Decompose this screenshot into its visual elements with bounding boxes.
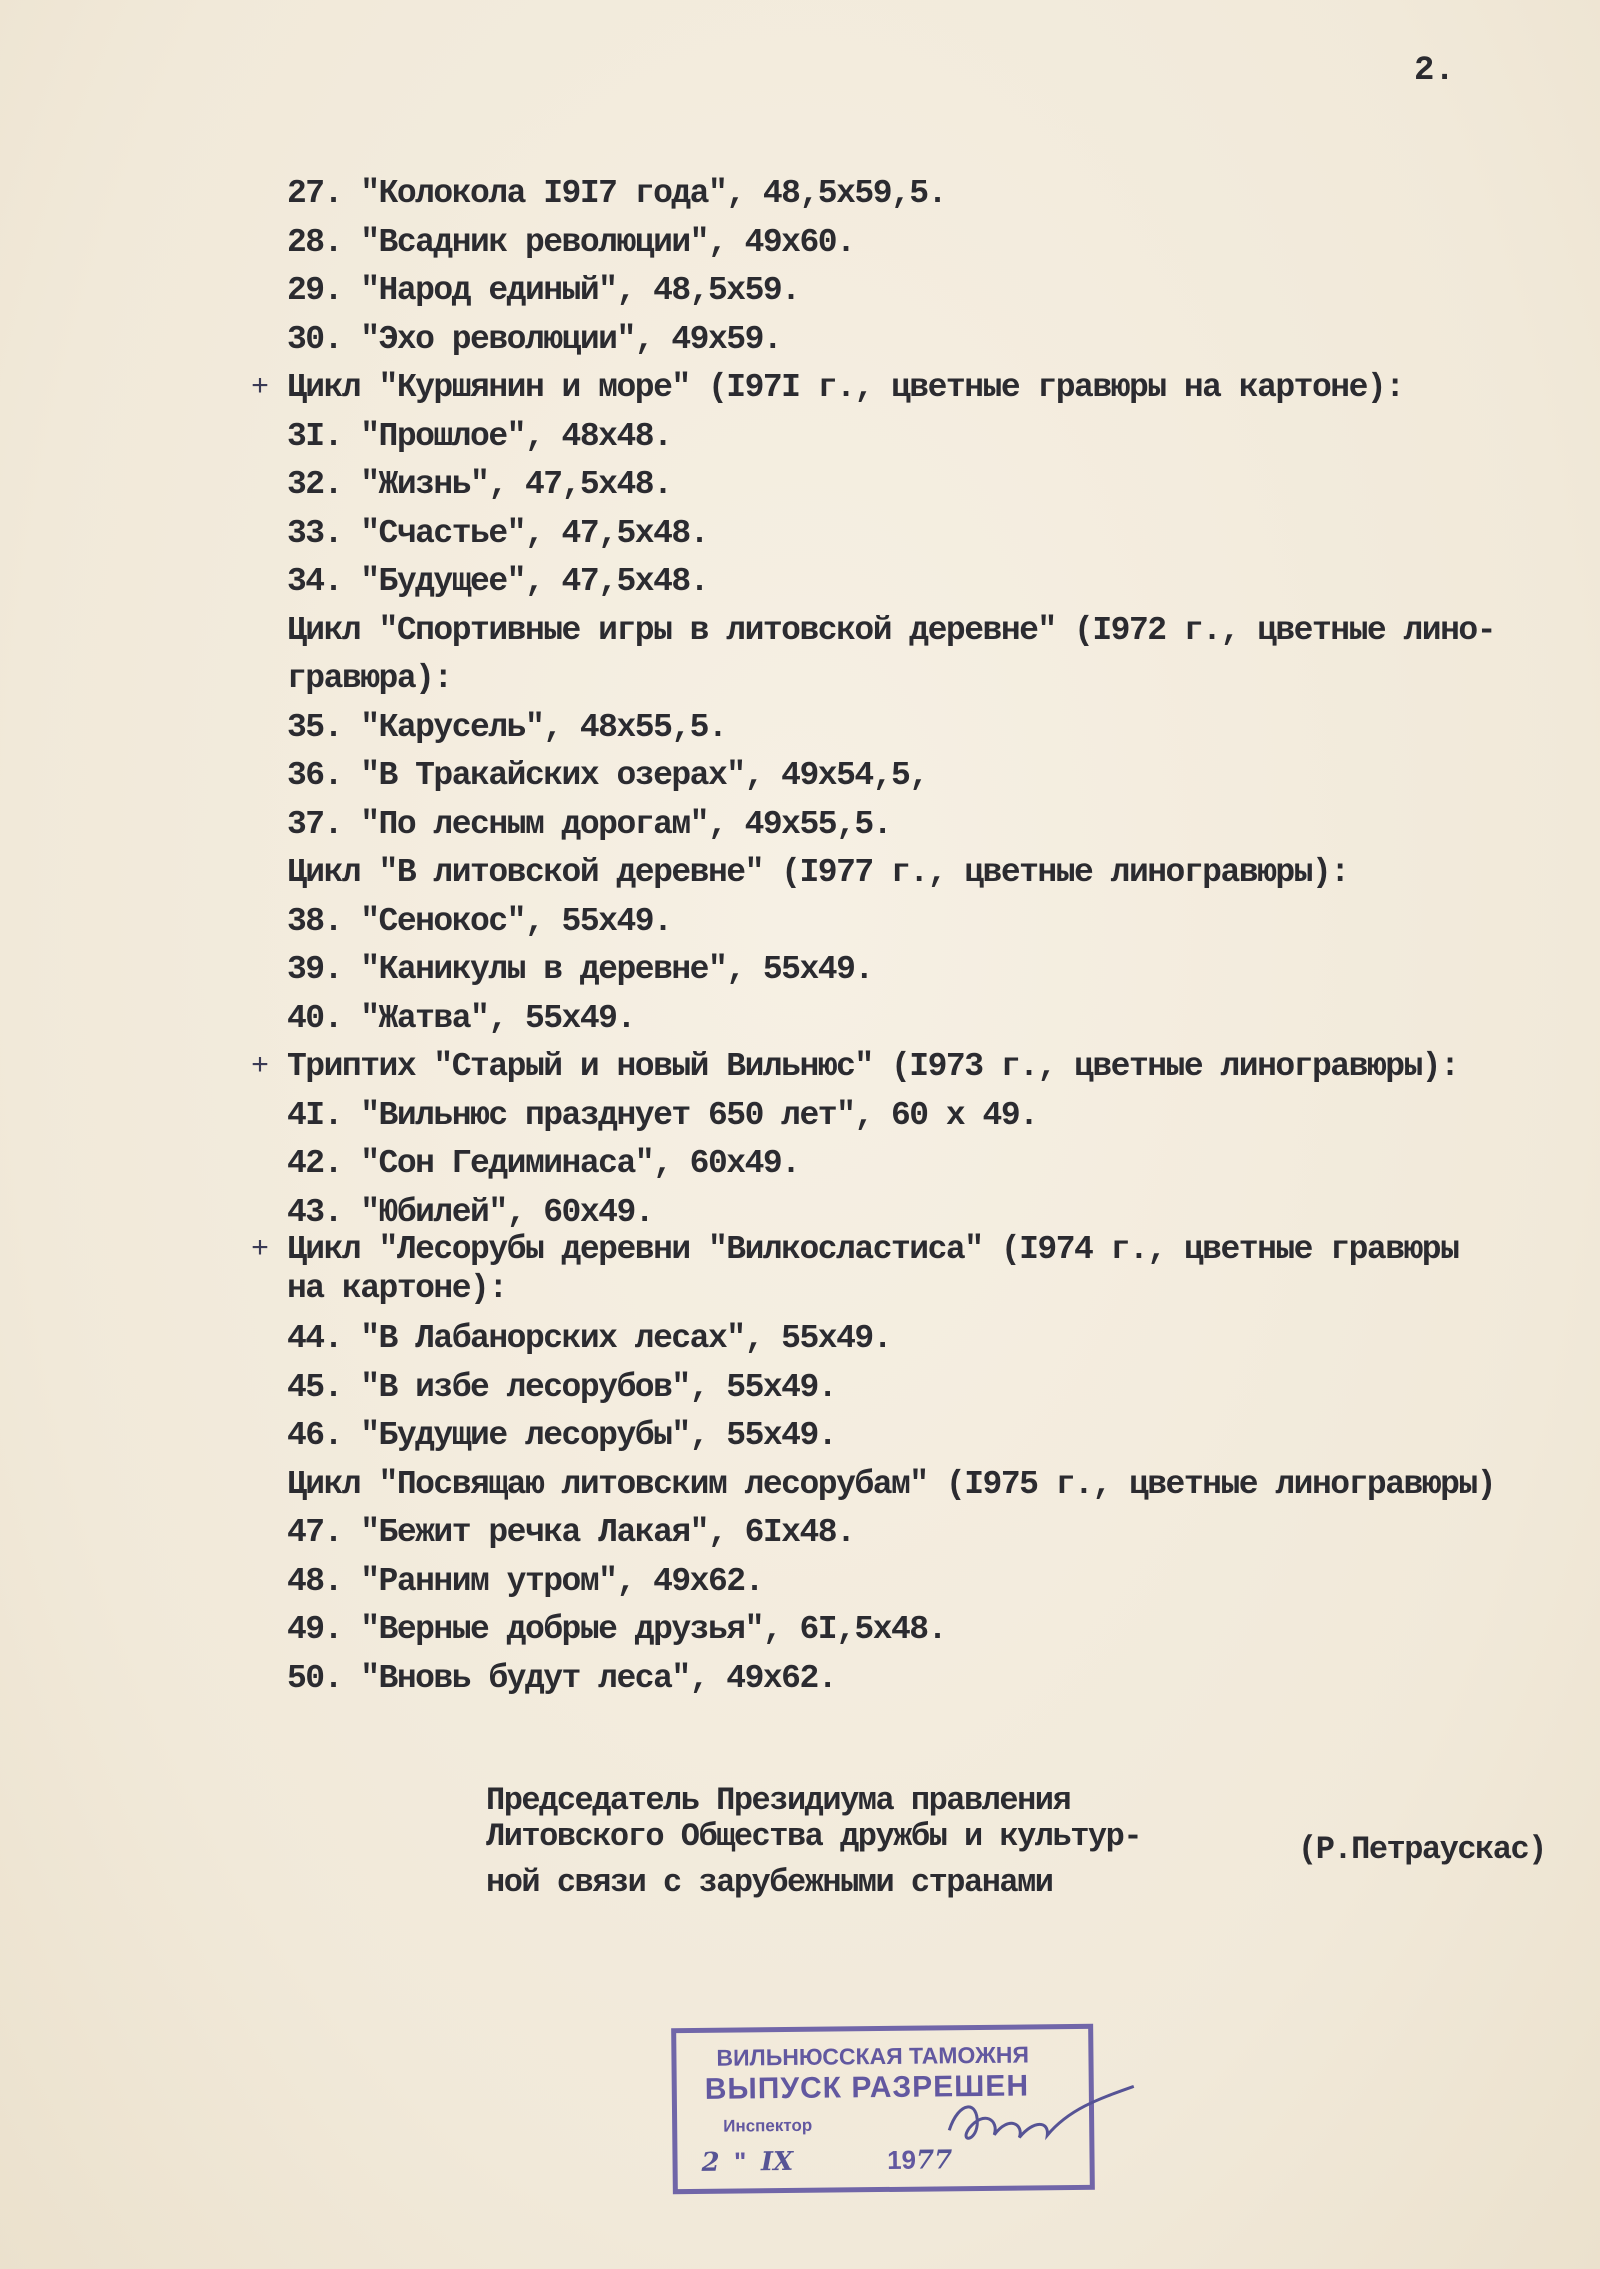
- list-line-text: Цикл "Лесорубы деревни "Вилкосластиса" (I974 г., цветные гравюры: [287, 1231, 1459, 1268]
- list-line: [287, 655, 1597, 704]
- stamp-office: ВИЛЬНЮССКАЯ ТАМОЖНЯ: [716, 2041, 1030, 2071]
- list-line-text: 36. "В Тракайских озерах", 49х54,5,: [287, 757, 928, 794]
- list-line: [287, 1412, 1597, 1461]
- list-line-text: 44. "В Лабанорских лесах", 55х49.: [287, 1320, 892, 1357]
- list-line: [287, 316, 1597, 365]
- list-line-text: 33. "Счастье", 47,5х48.: [287, 514, 708, 552]
- list-line: [251, 1043, 1597, 1092]
- list-line: [287, 1558, 1597, 1607]
- list-line: [287, 898, 1597, 947]
- list-line: [287, 946, 1597, 995]
- list-line-text: 30. "Эхо революции", 49х59.: [287, 320, 782, 358]
- handwritten-signature-icon: [939, 2078, 1140, 2160]
- stamp-inspector-label: Инспектор: [723, 2115, 813, 2136]
- stamp-date-month: IX: [760, 2146, 794, 2178]
- signatory-name: (Р.Петраускас): [1298, 1831, 1546, 1868]
- artwork-list: [251, 170, 1597, 1703]
- list-line: [287, 510, 1597, 559]
- list-line-text: Триптих "Старый и новый Вильнюс" (I973 г., цветные линогравюры):: [287, 1048, 1459, 1085]
- list-line-text: 28. "Всадник революции", 49х60.: [287, 223, 855, 261]
- list-line: [287, 170, 1597, 219]
- list-line-text: 43. "Юбилей", 60х49.: [287, 1193, 654, 1231]
- list-line: [251, 1231, 1597, 1268]
- margin-check-mark-icon: +: [251, 1233, 268, 1267]
- list-line-text: 35. "Карусель", 48х55,5.: [287, 708, 727, 746]
- list-line: [287, 461, 1597, 510]
- list-line: [251, 364, 1597, 413]
- list-line-text: 47. "Бежит речка Лакая", 6Iх48.: [287, 1514, 855, 1551]
- list-line-text: гравюра):: [287, 660, 452, 697]
- list-line-text: 34. "Будущее", 47,5х48.: [287, 563, 708, 600]
- list-line: [287, 995, 1597, 1044]
- customs-stamp: [671, 2024, 1095, 2194]
- list-line: [287, 1509, 1597, 1558]
- list-line: [287, 558, 1597, 607]
- list-line-text: 40. "Жатва", 55х49.: [287, 999, 635, 1037]
- list-line-text: 39. "Каникулы в деревне", 55х49.: [287, 951, 873, 988]
- list-line: [287, 1461, 1597, 1510]
- list-line: [287, 1140, 1597, 1189]
- list-line: [287, 1092, 1597, 1141]
- list-line: [287, 607, 1597, 656]
- signature-block: [486, 1783, 1596, 1901]
- list-line: [287, 1655, 1597, 1704]
- list-line-text: Цикл "Куршянин и море" (I97I г., цветные гравюры на картоне):: [287, 369, 1404, 406]
- stamp-release: ВЫПУСК РАЗРЕШЕН: [704, 2069, 1030, 2106]
- list-line: [287, 1189, 1597, 1238]
- signature-title-line-2: Литовского Общества дружбы и культур-: [486, 1818, 1142, 1855]
- margin-check-mark-icon: +: [251, 1050, 268, 1084]
- list-line: [287, 413, 1597, 462]
- list-line: [287, 704, 1597, 753]
- list-line: [287, 801, 1597, 850]
- list-line: [287, 1315, 1597, 1364]
- list-line: [287, 1364, 1597, 1413]
- list-line: [287, 267, 1597, 316]
- list-line-text: 42. "Сон Гедиминаса", 60х49.: [287, 1145, 800, 1182]
- list-line-text: 29. "Народ единый", 48,5х59.: [287, 272, 800, 309]
- signature-title-line-3: ной связи с зарубежными странами: [486, 1864, 1053, 1901]
- list-line: [287, 1606, 1597, 1655]
- list-line-text: 4I. "Вильнюс празднует 650 лет", 60 х 49.: [287, 1096, 1038, 1134]
- margin-check-mark-icon: +: [251, 371, 268, 405]
- list-line: [287, 1263, 1597, 1315]
- stamp-date-year-prefix: 19: [886, 2144, 917, 2175]
- list-line-text: Цикл "Спортивные игры в литовской деревне" (I972 г., цветные лино-: [287, 611, 1496, 649]
- list-line-text: 50. "Вновь будут леса", 49х62.: [287, 1659, 837, 1697]
- signature-title-line-1: Председатель Президиума правления: [486, 1782, 1071, 1819]
- list-line-text: на картоне):: [287, 1270, 507, 1307]
- stamp-date: 2 " IX 1977: [701, 2144, 953, 2178]
- list-line-text: 38. "Сенокос", 55х49.: [287, 902, 672, 940]
- list-line-text: Цикл "Посвящаю литовским лесорубам" (I975 г., цветные линогравюры): [287, 1465, 1496, 1503]
- stamp-date-day: 2: [701, 2147, 720, 2178]
- list-line-text: 37. "По лесным дорогам", 49х55,5.: [287, 805, 892, 843]
- list-line-text: 49. "Верные добрые друзья", 6I,5х48.: [287, 1611, 946, 1648]
- list-line: [287, 752, 1597, 801]
- list-line-text: 46. "Будущие лесорубы", 55х49.: [287, 1417, 837, 1454]
- list-line-text: 48. "Ранним утром", 49х62.: [287, 1562, 763, 1600]
- list-line-text: 32. "Жизнь", 47,5х48.: [287, 466, 672, 503]
- list-line-text: 3I. "Прошлое", 48х48.: [287, 417, 672, 455]
- list-line: [287, 219, 1597, 268]
- list-line-text: 27. "Колокола I9I7 года", 48,5х59,5.: [287, 175, 946, 212]
- stamp-date-year: 77: [915, 2145, 953, 2176]
- page-number: 2.: [1414, 52, 1455, 90]
- list-line: [287, 849, 1597, 898]
- list-line-text: Цикл "В литовской деревне" (I977 г., цветные линогравюры):: [287, 854, 1349, 891]
- list-line-text: 45. "В избе лесорубов", 55х49.: [287, 1368, 837, 1406]
